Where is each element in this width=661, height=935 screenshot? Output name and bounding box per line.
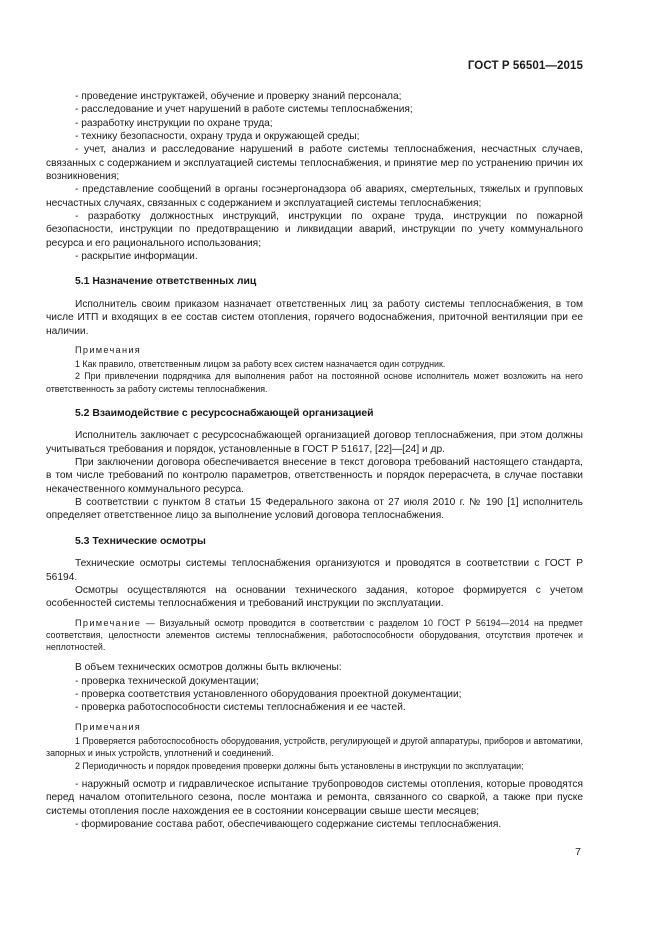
- list-item: - технику безопасности, охрану труда и окружающей среды;: [75, 131, 360, 143]
- inline-note: [46, 617, 583, 654]
- note-item: 2 Периодичность и порядок проведения проверки должны быть установлены в инструкции по эксплуатации;: [75, 760, 524, 771]
- list-item: - разработку должностных инструкций, инструкции по охране труда, инструкции по пожарной безопасности, инструкции по предотвращению и ликвидации аварий, инструкции по учету коммунального ресурса и его рационального использования;: [46, 211, 583, 249]
- list-item: - проверка соответствия установленного оборудования проектной документации;: [75, 689, 462, 701]
- list-item: - представление сообщений в органы госэнергонадзора об авариях, смертельных, тяжелых и групповых несчастных случаях, связанных с содержанием и эксплуатацией системы теплоснабжения;: [46, 184, 583, 209]
- note-label: Примечание: [75, 617, 142, 628]
- standard-code: ГОСТ Р 56501—2015: [467, 60, 583, 72]
- list-item: - раскрытие информации.: [75, 251, 198, 263]
- paragraph: Осмотры осуществляются на основании технического задания, которое формируется с учетом особенностей системы теплоснабжения и требований инструкции по эксплуатации.: [46, 584, 583, 610]
- page-content: [46, 90, 583, 831]
- page-number: 7: [575, 846, 581, 858]
- notes-title: Примечания: [75, 721, 142, 732]
- list-item: - разработку инструкции по охране труда;: [75, 117, 273, 129]
- list-item: - наружный осмотр и гидравлическое испытание трубопроводов системы отопления, которые проводятся перед началом отопительного сезона, после монтажа и ремонта, связанного со сваркой, а также при пуске системы отопления после нахождения ее в состоянии консервации свыше шести месяцев;: [46, 779, 583, 817]
- list-item: - расследование и учет нарушений в работе системы теплоснабжения;: [75, 104, 413, 116]
- note-item: 2 При привлечении подрядчика для выполнения работ на постоянной основе исполнитель может возложить на него ответственность за работу системы теплоснабжения.: [46, 371, 583, 394]
- list-item: - учет, анализ и расследование нарушений в работе системы теплоснабжения, несчастных случаев, связанных с содержанием и эксплуатацией системы теплоснабжения, и принятие мер по устранению причин их возникновения;: [46, 144, 583, 183]
- list-item: - формирование состава работ, обеспечивающего содержание системы теплоснабжения.: [75, 819, 502, 831]
- paragraph: Технические осмотры системы теплоснабжения организуются и проводятся в соответствии с ГОСТ Р 56194.: [46, 558, 583, 583]
- list-item: - проверка технической документации;: [75, 675, 259, 687]
- section-heading-5-2: 5.2 Взаимодействие с ресурсоснабжающей организацией: [75, 408, 374, 420]
- list-item: - проверка работоспособности системы теплоснабжения и ее частей.: [75, 702, 406, 714]
- paragraph: Исполнитель заключает с ресурсоснабжающей организацией договор теплоснабжения, при этом должны учитываться требования и порядок, установленные в ГОСТ Р 51617, [22]—[24] и др.: [46, 430, 583, 455]
- paragraph: В соответствии с пунктом 8 статьи 15 Федерального закона от 27 июля 2010 г. № 190 [1] исполнитель определяет ответственное лицо за выполнение условий договора теплоснабжения.: [46, 497, 583, 522]
- paragraph: Исполнитель своим приказом назначает ответственных лиц за работу системы теплоснабжения, в том числе ИТП и входящих в ее состав систем отопления, горячего водоснабжения, приточной вентиляции при ее наличии.: [46, 298, 583, 337]
- paragraph: В объем технических осмотров должны быть включены:: [75, 662, 342, 674]
- list-item: - проведение инструктажей, обучение и проверку знаний персонала;: [75, 91, 402, 102]
- note-text: — Визуальный осмотр проводится в соответствии с разделом 10 ГОСТ Р 56194—2014 на предмет соответствия, целостности элементов системы теплоснабжения, работоспособности оборудования, отсутствия протечек и неплотностей.: [46, 617, 583, 653]
- note-item: 1 Проверяется работоспособность оборудования, устройств, регулирующей и другой аппаратуры, приборов и автоматики, запорных и иных устройств, уплотнений и соединений.: [46, 736, 583, 759]
- paragraph: При заключении договора обеспечивается внесение в текст договора требований настоящего стандарта, в том числе требований по контролю параметров, ответственность и порядок перерасчета, в случае поставки некачественного коммунального ресурса.: [46, 457, 583, 495]
- section-heading-5-1: 5.1 Назначение ответственных лиц: [75, 276, 257, 288]
- note-item: 1 Как правило, ответственным лицом за работу всех систем назначается один сотрудник.: [75, 359, 446, 370]
- notes-title: Примечания: [75, 344, 142, 355]
- section-heading-5-3: 5.3 Технические осмотры: [75, 535, 206, 547]
